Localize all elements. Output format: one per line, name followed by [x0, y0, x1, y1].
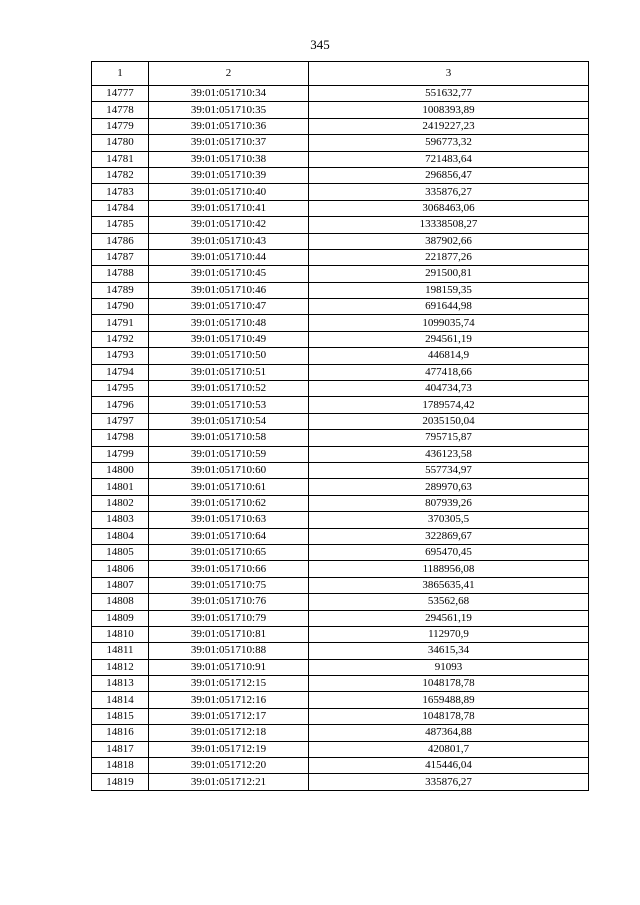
table-row [92, 233, 589, 249]
value-cell: 289970,63 [309, 479, 589, 495]
cadastral-number-cell: 39:01:051712:15 [149, 676, 309, 692]
value-cell: 446814,9 [309, 348, 589, 364]
table-row [92, 725, 589, 741]
row-number-cell: 14819 [92, 774, 149, 790]
row-number-cell: 14777 [92, 86, 149, 102]
row-number-cell: 14807 [92, 577, 149, 593]
value-cell: 1188956,08 [309, 561, 589, 577]
table-row [92, 200, 589, 216]
cadastral-number-cell: 39:01:051712:20 [149, 758, 309, 774]
cadastral-number-cell: 39:01:051712:16 [149, 692, 309, 708]
cadastral-number-cell: 39:01:051710:39 [149, 167, 309, 183]
row-number-cell: 14818 [92, 758, 149, 774]
row-number-cell: 14815 [92, 708, 149, 724]
value-cell: 487364,88 [309, 725, 589, 741]
table-row [92, 610, 589, 626]
row-number-cell: 14812 [92, 659, 149, 675]
row-number-cell: 14804 [92, 528, 149, 544]
cadastral-number-cell: 39:01:051710:49 [149, 331, 309, 347]
cadastral-number-cell: 39:01:051710:65 [149, 544, 309, 560]
cadastral-number-cell: 39:01:051710:91 [149, 659, 309, 675]
row-number-cell: 14808 [92, 594, 149, 610]
table-row [92, 544, 589, 560]
value-cell: 2035150,04 [309, 413, 589, 429]
cadastral-number-cell: 39:01:051710:34 [149, 86, 309, 102]
value-cell: 53562,68 [309, 594, 589, 610]
row-number-cell: 14800 [92, 462, 149, 478]
table-row [92, 381, 589, 397]
table-row [92, 249, 589, 265]
value-cell: 198159,35 [309, 282, 589, 298]
cadastral-number-cell: 39:01:051710:38 [149, 151, 309, 167]
table-body [92, 86, 589, 791]
value-cell: 420801,7 [309, 741, 589, 757]
value-cell: 1048178,78 [309, 676, 589, 692]
table-row [92, 331, 589, 347]
table-row [92, 692, 589, 708]
cadastral-number-cell: 39:01:051710:42 [149, 217, 309, 233]
table-row [92, 102, 589, 118]
value-cell: 1789574,42 [309, 397, 589, 413]
row-number-cell: 14817 [92, 741, 149, 757]
table-row [92, 167, 589, 183]
table-row [92, 135, 589, 151]
row-number-cell: 14801 [92, 479, 149, 495]
cadastral-number-cell: 39:01:051710:52 [149, 381, 309, 397]
cadastral-number-cell: 39:01:051710:88 [149, 643, 309, 659]
value-cell: 294561,19 [309, 331, 589, 347]
value-cell: 691644,98 [309, 299, 589, 315]
value-cell: 557734,97 [309, 462, 589, 478]
row-number-cell: 14816 [92, 725, 149, 741]
value-cell: 695470,45 [309, 544, 589, 560]
row-number-cell: 14794 [92, 364, 149, 380]
table-row [92, 217, 589, 233]
value-cell: 296856,47 [309, 167, 589, 183]
value-cell: 2419227,23 [309, 118, 589, 134]
row-number-cell: 14814 [92, 692, 149, 708]
cadastral-number-cell: 39:01:051710:35 [149, 102, 309, 118]
table-row [92, 151, 589, 167]
table-row [92, 118, 589, 134]
table-row [92, 446, 589, 462]
table-row [92, 364, 589, 380]
table-row [92, 741, 589, 757]
row-number-cell: 14785 [92, 217, 149, 233]
value-cell: 291500,81 [309, 266, 589, 282]
table-row [92, 282, 589, 298]
cadastral-number-cell: 39:01:051710:62 [149, 495, 309, 511]
table-row [92, 561, 589, 577]
page-number: 345 [310, 37, 330, 52]
row-number-cell: 14792 [92, 331, 149, 347]
table-row [92, 413, 589, 429]
cadastral-number-cell: 39:01:051710:37 [149, 135, 309, 151]
table-row [92, 676, 589, 692]
table-row [92, 708, 589, 724]
value-cell: 387902,66 [309, 233, 589, 249]
cadastral-number-cell: 39:01:051710:58 [149, 430, 309, 446]
value-cell: 807939,26 [309, 495, 589, 511]
value-cell: 1099035,74 [309, 315, 589, 331]
cadastral-number-cell: 39:01:051710:59 [149, 446, 309, 462]
row-number-cell: 14790 [92, 299, 149, 315]
table-row [92, 643, 589, 659]
table-row [92, 626, 589, 642]
table-row [92, 348, 589, 364]
row-number-cell: 14803 [92, 512, 149, 528]
row-number-cell: 14779 [92, 118, 149, 134]
table-row [92, 758, 589, 774]
row-number-cell: 14791 [92, 315, 149, 331]
value-cell: 322869,67 [309, 528, 589, 544]
cadastral-number-cell: 39:01:051710:66 [149, 561, 309, 577]
table-row [92, 512, 589, 528]
column-header-2: 2 [149, 62, 309, 86]
row-number-cell: 14793 [92, 348, 149, 364]
row-number-cell: 14789 [92, 282, 149, 298]
row-number-cell: 14799 [92, 446, 149, 462]
value-cell: 1659488,89 [309, 692, 589, 708]
value-cell: 3068463,06 [309, 200, 589, 216]
cadastral-number-cell: 39:01:051710:48 [149, 315, 309, 331]
cadastral-number-cell: 39:01:051710:60 [149, 462, 309, 478]
cadastral-number-cell: 39:01:051710:46 [149, 282, 309, 298]
table-row [92, 299, 589, 315]
cadastral-number-cell: 39:01:051710:40 [149, 184, 309, 200]
value-cell: 596773,32 [309, 135, 589, 151]
value-cell: 335876,27 [309, 774, 589, 790]
table-row [92, 479, 589, 495]
cadastral-number-cell: 39:01:051710:76 [149, 594, 309, 610]
cadastral-number-cell: 39:01:051710:51 [149, 364, 309, 380]
table-row [92, 86, 589, 102]
cadastral-number-cell: 39:01:051710:47 [149, 299, 309, 315]
cadastral-number-cell: 39:01:051710:81 [149, 626, 309, 642]
cadastral-number-cell: 39:01:051710:45 [149, 266, 309, 282]
value-cell: 404734,73 [309, 381, 589, 397]
value-cell: 34615,34 [309, 643, 589, 659]
header-row [92, 62, 589, 86]
value-cell: 795715,87 [309, 430, 589, 446]
cadastral-number-cell: 39:01:051712:19 [149, 741, 309, 757]
cadastral-number-cell: 39:01:051710:79 [149, 610, 309, 626]
cadastral-number-cell: 39:01:051710:75 [149, 577, 309, 593]
row-number-cell: 14802 [92, 495, 149, 511]
cadastral-number-cell: 39:01:051710:50 [149, 348, 309, 364]
value-cell: 221877,26 [309, 249, 589, 265]
value-cell: 1048178,78 [309, 708, 589, 724]
row-number-cell: 14813 [92, 676, 149, 692]
row-number-cell: 14782 [92, 167, 149, 183]
row-number-cell: 14778 [92, 102, 149, 118]
row-number-cell: 14795 [92, 381, 149, 397]
table-row [92, 594, 589, 610]
row-number-cell: 14784 [92, 200, 149, 216]
value-cell: 436123,58 [309, 446, 589, 462]
value-cell: 335876,27 [309, 184, 589, 200]
table-row [92, 462, 589, 478]
table-row [92, 184, 589, 200]
value-cell: 91093 [309, 659, 589, 675]
column-header-3: 3 [309, 62, 589, 86]
cadastral-number-cell: 39:01:051710:54 [149, 413, 309, 429]
table-row [92, 659, 589, 675]
row-number-cell: 14811 [92, 643, 149, 659]
registry-table [91, 61, 589, 791]
value-cell: 294561,19 [309, 610, 589, 626]
row-number-cell: 14783 [92, 184, 149, 200]
value-cell: 477418,66 [309, 364, 589, 380]
row-number-cell: 14780 [92, 135, 149, 151]
row-number-cell: 14797 [92, 413, 149, 429]
cadastral-number-cell: 39:01:051710:53 [149, 397, 309, 413]
row-number-cell: 14788 [92, 266, 149, 282]
cadastral-number-cell: 39:01:051710:61 [149, 479, 309, 495]
cadastral-number-cell: 39:01:051710:64 [149, 528, 309, 544]
cadastral-number-cell: 39:01:051712:21 [149, 774, 309, 790]
table-row [92, 774, 589, 790]
value-cell: 370305,5 [309, 512, 589, 528]
table-row [92, 397, 589, 413]
table-header [92, 62, 589, 86]
row-number-cell: 14798 [92, 430, 149, 446]
table-row [92, 577, 589, 593]
row-number-cell: 14809 [92, 610, 149, 626]
row-number-cell: 14806 [92, 561, 149, 577]
value-cell: 721483,64 [309, 151, 589, 167]
table-row [92, 430, 589, 446]
value-cell: 551632,77 [309, 86, 589, 102]
table-row [92, 528, 589, 544]
table-row [92, 266, 589, 282]
value-cell: 1008393,89 [309, 102, 589, 118]
table-row [92, 315, 589, 331]
row-number-cell: 14781 [92, 151, 149, 167]
cadastral-number-cell: 39:01:051710:36 [149, 118, 309, 134]
table-row [92, 495, 589, 511]
value-cell: 3865635,41 [309, 577, 589, 593]
cadastral-number-cell: 39:01:051710:41 [149, 200, 309, 216]
row-number-cell: 14805 [92, 544, 149, 560]
cadastral-number-cell: 39:01:051712:18 [149, 725, 309, 741]
row-number-cell: 14796 [92, 397, 149, 413]
cadastral-number-cell: 39:01:051710:43 [149, 233, 309, 249]
cadastral-number-cell: 39:01:051712:17 [149, 708, 309, 724]
value-cell: 112970,9 [309, 626, 589, 642]
row-number-cell: 14786 [92, 233, 149, 249]
cadastral-number-cell: 39:01:051710:63 [149, 512, 309, 528]
value-cell: 13338508,27 [309, 217, 589, 233]
row-number-cell: 14787 [92, 249, 149, 265]
column-header-1: 1 [92, 62, 149, 86]
cadastral-number-cell: 39:01:051710:44 [149, 249, 309, 265]
value-cell: 415446,04 [309, 758, 589, 774]
row-number-cell: 14810 [92, 626, 149, 642]
